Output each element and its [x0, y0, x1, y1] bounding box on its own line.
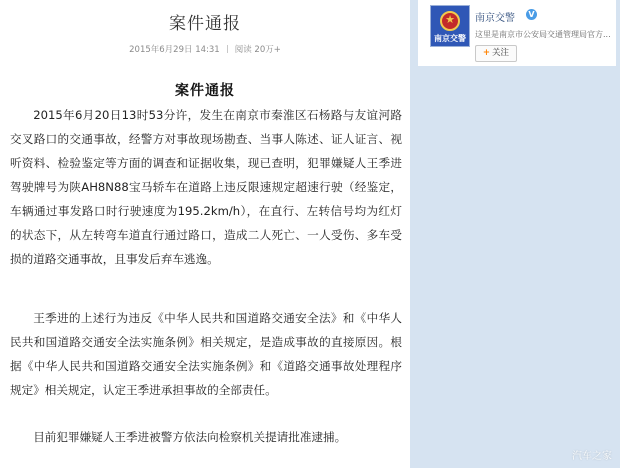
meta-divider [227, 45, 228, 53]
article-paragraph-1: 2015年6月20日13时53分许，发生在南京市秦淮区石杨路与友谊河路交叉路口的交通事故，经警方对事故现场勘查、当事人陈述、证人证言、视听资料、检验鉴定等方面的调查和证据收集，现已查明，犯罪嫌疑人王季进驾驶牌号为陕AH8N88宝马轿车在道路上违反限速规定超速行驶（经鉴定，车辆通过事发路口时行驶速度为195.2km/h），在直行、左转信号均为红灯的状态下，从左转弯车道直行通过路口，造成二人死亡、一人受伤、多车受损的道路交通事故，且事发后弃车逃逸。 [10, 108, 402, 266]
article-heading: 案件通报 [175, 83, 235, 99]
follow-button[interactable] [475, 45, 517, 62]
verified-icon: V [526, 9, 537, 20]
publish-date: 2015年6月29日 14:31 [129, 45, 220, 55]
sidebar [410, 0, 620, 468]
follow-label: 关注 [492, 48, 510, 58]
page-title: 案件通报 [169, 14, 241, 34]
author-card [418, 0, 616, 66]
star-icon: ★ [445, 13, 455, 26]
account-description: 这里是南京市公安局交通管理局官方... [475, 30, 611, 39]
account-name[interactable]: 南京交警 [475, 13, 515, 24]
article-paragraph-3: 目前犯罪嫌疑人王季进被警方依法向检察机关提请批准逮捕。 [33, 430, 347, 444]
plus-icon: + [482, 48, 491, 58]
article-meta [0, 43, 410, 55]
read-count: 阅读 20万+ [234, 45, 281, 55]
avatar[interactable] [430, 5, 470, 47]
avatar-label: 南京交警 [434, 34, 466, 43]
watermark: 汽车之家 [572, 451, 612, 462]
article-paragraph-2: 王季进的上述行为违反《中华人民共和国道路交通安全法》和《中华人民共和国道路交通安全法实施条例》相关规定，是造成事故的直接原因。根据《中华人民共和国道路交通安全法实施条例》和《道路交通事故处理程序规定》相关规定，认定王季进承担事故的全部责任。 [10, 311, 402, 397]
